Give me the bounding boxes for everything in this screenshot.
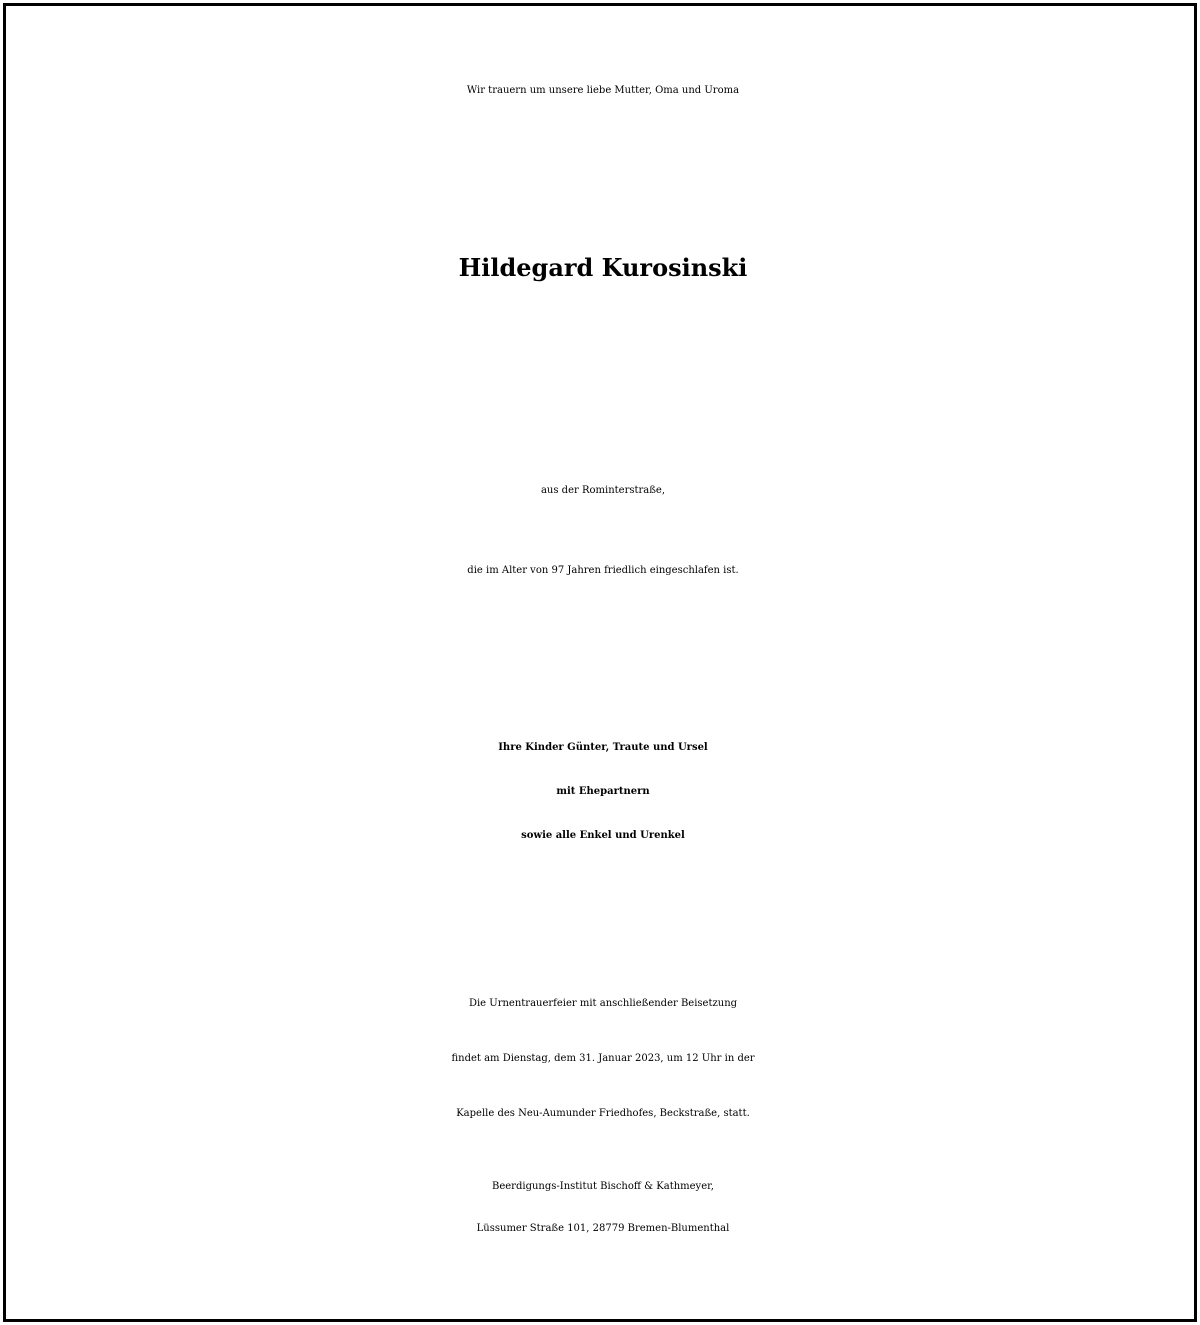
undertaker-block	[6, 1166, 1200, 1250]
undertaker-line: Beerdigungs-Institut Bischoff & Kathmeyer,	[492, 1181, 714, 1192]
family-line: Ihre Kinder Günter, Traute und Ursel	[498, 742, 708, 753]
family-line: sowie alle Enkel und Urenkel	[521, 830, 685, 841]
family-line: mit Ehepartnern	[556, 786, 650, 797]
family-block	[6, 726, 1200, 858]
obituary-frame	[3, 3, 1197, 1322]
deceased-name: Hildegard Kurosinski	[458, 253, 748, 282]
origin-text: aus der Rominterstraße,	[540, 485, 666, 496]
ceremony-line: Die Urnentrauerfeier mit anschließender Beisetzung	[468, 998, 738, 1009]
ceremony-line: Kapelle des Neu-Aumunder Friedhofes, Beckstraße, statt.	[456, 1108, 750, 1119]
intro-text: Wir trauern um unsere liebe Mutter, Oma und Uroma	[466, 85, 740, 96]
ceremony-block	[6, 976, 1200, 1141]
age-text: die im Alter von 97 Jahren friedlich eingeschlafen ist.	[467, 565, 739, 576]
ceremony-line: findet am Dienstag, dem 31. Januar 2023, um 12 Uhr in der	[451, 1053, 755, 1064]
undertaker-line: Lüssumer Straße 101, 28779 Bremen-Blumenthal	[476, 1223, 730, 1234]
